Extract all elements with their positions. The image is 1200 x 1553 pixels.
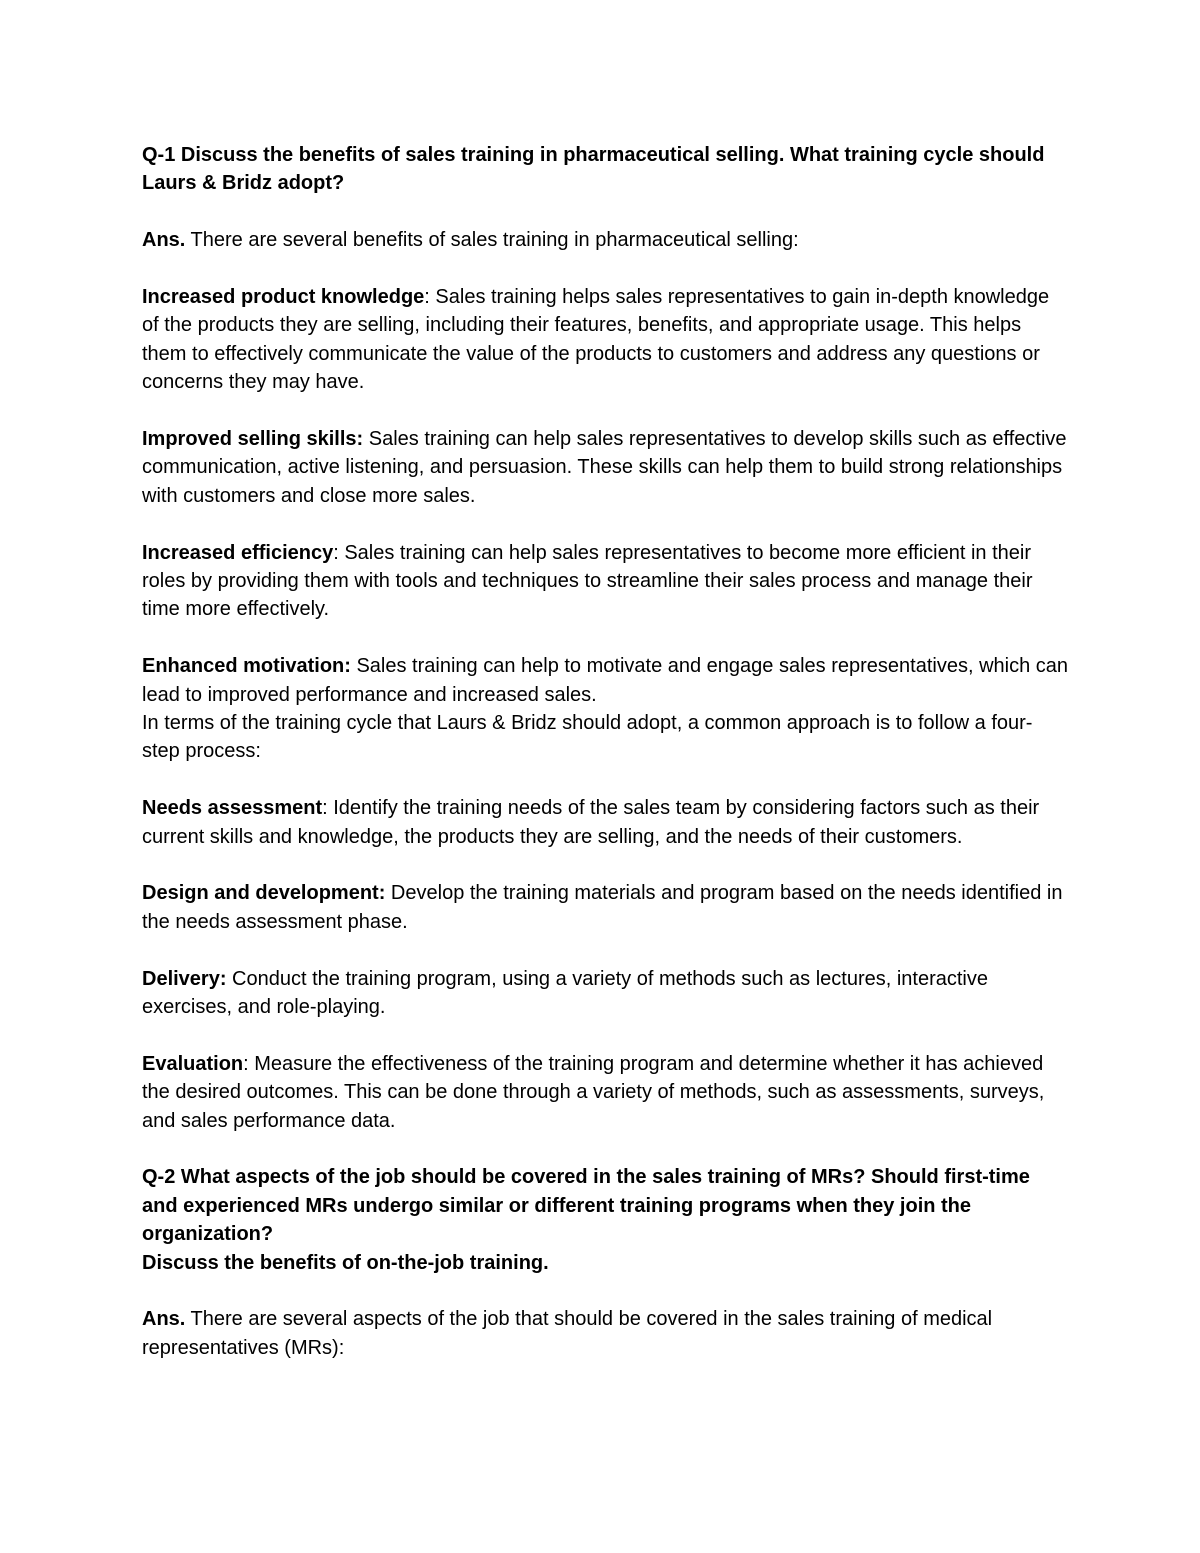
training-cycle-intro: In terms of the training cycle that Laurs & Bridz should adopt, a common approach is to follow a four-step process: — [142, 712, 1033, 763]
step-term: Needs assessment — [142, 797, 323, 820]
benefit-term: Enhanced motivation: — [142, 655, 351, 678]
q2-question: Q-2 What aspects of the job should be covered in the sales training of MRs? Should first-time and experienced MRs undergo similar or different training programs when they join the organization? — [142, 1166, 1030, 1246]
step-delivery — [142, 965, 1070, 1022]
q2-ans-text: There are several aspects of the job that should be covered in the sales training of medical representatives (MRs): — [142, 1308, 993, 1359]
q2-question-line2: Discuss the benefits of on-the-job training. — [142, 1251, 549, 1274]
benefit-text: : Sales training can help sales representatives to become more efficient in their roles by providing them with tools and techniques to streamline their sales process and manage their time more effectively. — [142, 541, 1033, 621]
benefit-efficiency — [142, 539, 1070, 624]
step-text: Develop the training materials and program based on the needs identified in the needs assessment phase. — [142, 882, 1063, 933]
benefit-term: Increased product knowledge — [142, 286, 425, 308]
q2-answer-intro — [142, 1305, 1070, 1362]
benefit-product-knowledge — [142, 283, 1070, 397]
step-text: : Identify the training needs of the sales team by considering factors such as their current skills and knowledge, the products they are selling, and the needs of their customers. — [142, 797, 1040, 848]
benefit-text: : Sales training helps sales representatives to gain in-depth knowledge of the products they are selling, including their features, benefits, and appropriate usage. This helps them to effectively communicate the value of the products to customers and address any questions or concerns they may have. — [142, 286, 1050, 394]
benefit-text: Sales training can help sales representatives to develop skills such as effective communication, active listening, and persuasion. These skills can help them to build strong relationships with customers and close more sales. — [142, 428, 1067, 507]
step-text: Conduct the training program, using a variety of methods such as lectures, interactive exercises, and role-playing. — [142, 967, 988, 1019]
step-text: : Measure the effectiveness of the training program and determine whether it has achieved the desired outcomes. This can be done through a variety of methods, such as assessments, surveys, and sales performance data. — [142, 1052, 1045, 1132]
q1-question: Q-1 Discuss the benefits of sales training in pharmaceutical selling. What training cycle should Laurs & Bridz adopt? — [142, 144, 1045, 195]
q1-ans-text: There are several benefits of sales training in pharmaceutical selling: — [185, 229, 799, 252]
benefit-term: Increased efficiency — [142, 541, 334, 564]
q1-ans-label: Ans. — [142, 229, 186, 252]
step-term: Design and development: — [142, 882, 386, 905]
step-design-development — [142, 879, 1070, 936]
benefit-term: Improved selling skills: — [142, 428, 364, 451]
step-term: Evaluation — [142, 1052, 244, 1075]
q1-answer-intro — [142, 226, 1070, 254]
step-needs-assessment — [142, 794, 1070, 851]
step-evaluation — [142, 1050, 1070, 1135]
q2-ans-label: Ans. — [142, 1308, 186, 1331]
benefit-text: Sales training can help to motivate and engage sales representatives, which can lead to improved performance and increased sales. — [142, 655, 1069, 706]
benefit-motivation — [142, 652, 1070, 709]
benefit-selling-skills — [142, 425, 1070, 510]
step-term: Delivery: — [142, 967, 227, 990]
